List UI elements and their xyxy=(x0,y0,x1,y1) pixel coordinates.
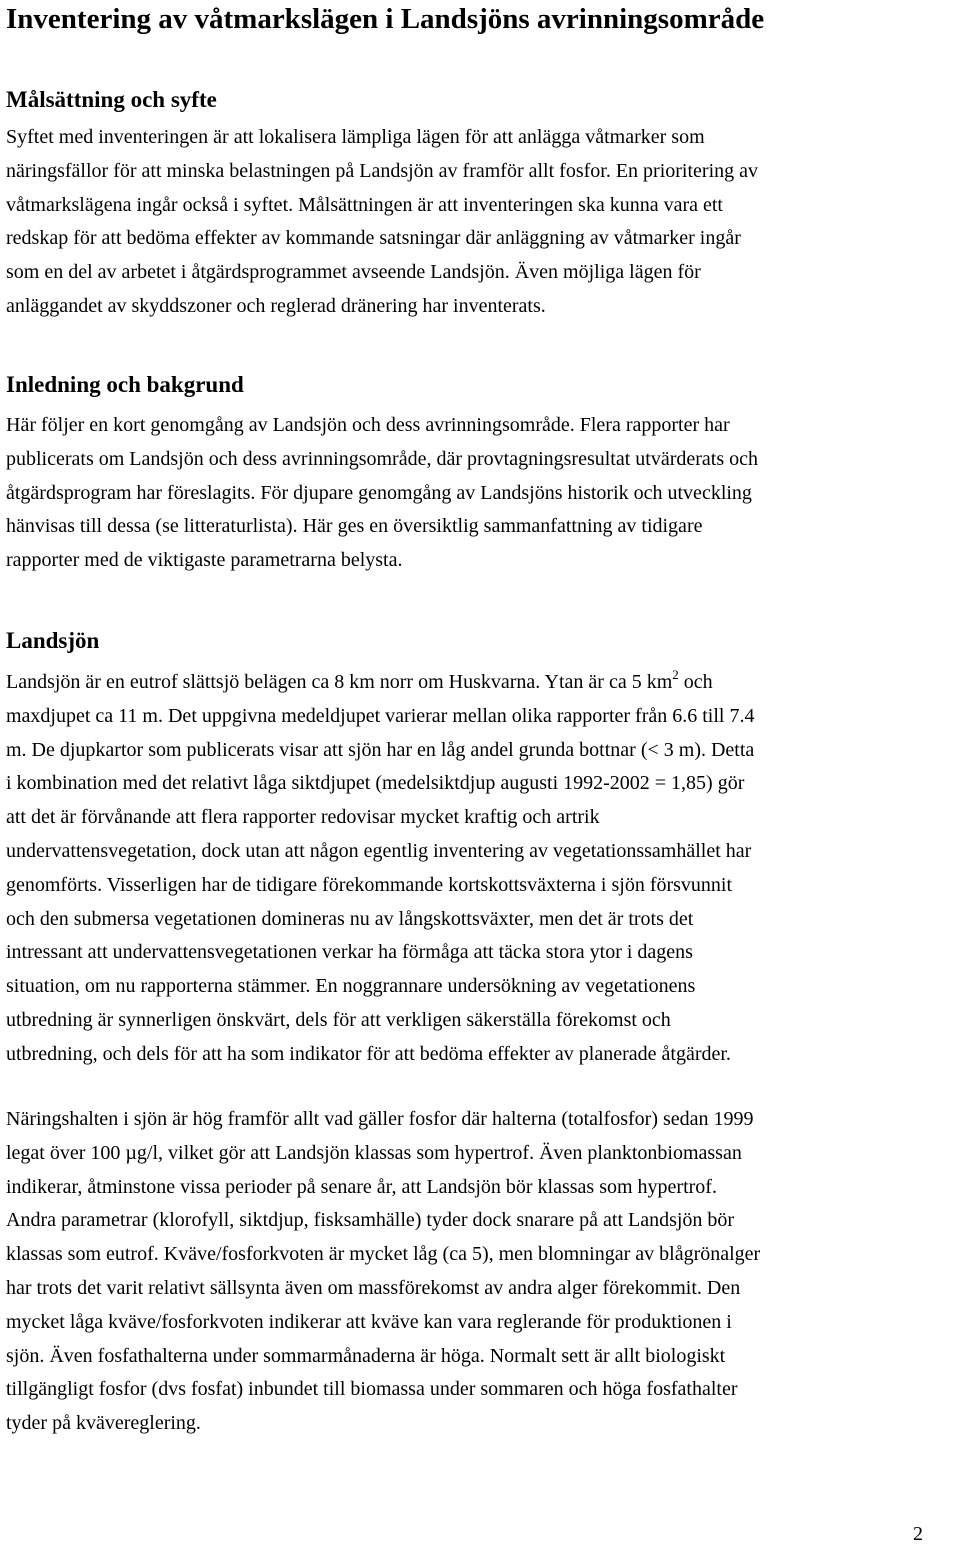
text-line: våtmarkslägena ingår också i syftet. Målsättningen är att inventeringen ska kunna vara ett xyxy=(6,193,723,216)
text-line: som en del av arbetet i åtgärdsprogrammet avseende Landsjön. Även möjliga lägen för xyxy=(6,261,701,284)
text-line: mycket låga kväve/fosforkvoten indikerar att kväve kan vara reglerande för produktionen i xyxy=(6,1310,732,1333)
superscript: 2 xyxy=(672,667,679,682)
text-line: Andra parametrar (klorofyll, siktdjup, fisksamhälle) tyder dock snarare på att Landsjön bör xyxy=(6,1209,735,1232)
text-line: sjön. Även fosfathalterna under sommarmånaderna är höga. Normalt sett är allt biologiskt xyxy=(6,1344,726,1367)
section-heading-malsattning: Målsättning och syfte xyxy=(6,87,217,112)
text-line: utbredning, och dels för att ha som indikator för att bedöma effekter av planerade åtgärder. xyxy=(6,1042,731,1065)
text-line: tyder på kvävereglering. xyxy=(6,1412,201,1435)
text-line: klassas som eutrof. Kväve/fosforkvoten är mycket låg (ca 5), men blomningar av blågrönalger xyxy=(6,1243,761,1266)
text-segment: och xyxy=(678,671,713,693)
text-line: Syftet med inventeringen är att lokalisera lämpliga lägen för att anlägga våtmarker som xyxy=(6,126,705,148)
text-line: intressant att undervattensvegetationen verkar ha förmåga att täcka stora ytor i dagens xyxy=(6,941,693,964)
paragraph-landsjon xyxy=(6,666,958,1072)
text-line: att det är förvånande att flera rapporter redovisar mycket kraftig och artrik xyxy=(6,806,600,829)
text-line: i kombination med det relativt låga siktdjupet (medelsiktdjup augusti 1992-2002 = 1,85) gör xyxy=(6,772,745,795)
paragraph-naringshalten xyxy=(6,1103,958,1441)
text-line: publicerats om Landsjön och dess avrinningsområde, där provtagningsresultat utvärderats och xyxy=(6,447,759,470)
paragraph-malsattning xyxy=(6,121,958,324)
text-line: och den submersa vegetationen domineras nu av långskottsväxter, men det är trots det xyxy=(6,907,694,930)
text-line: legat över 100 µg/l, vilket gör att Landsjön klassas som hypertrof. Även planktonbiomassan xyxy=(6,1141,742,1164)
text-line: tillgängligt fosfor (dvs fosfat) inbundet till biomassa under sommaren och höga fosfathalter xyxy=(6,1378,738,1401)
text-line: åtgärdsprogram har föreslagits. För djupare genomgång av Landsjöns historik och utveckling xyxy=(6,481,752,504)
text-line: indikerar, åtminstone vissa perioder på senare år, att Landsjön bör klassas som hypertrof. xyxy=(6,1175,717,1198)
text-line: anläggandet av skyddszoner och reglerad dränering har inventerats. xyxy=(6,294,546,317)
text-line: rapporter med de viktigaste parametrarna belysta. xyxy=(6,549,403,572)
document-title: Inventering av våtmarkslägen i Landsjöns avrinningsområde xyxy=(6,3,765,35)
text-line xyxy=(6,666,958,700)
text-line: maxdjupet ca 11 m. Det uppgivna medeldjupet varierar mellan olika rapporter från 6.6 till 7.4 xyxy=(6,704,755,727)
text-line: Näringshalten i sjön är hög framför allt vad gäller fosfor där halterna (totalfosfor) sedan 1999 xyxy=(6,1108,754,1130)
text-line: genomförts. Visserligen har de tidigare förekommande kortskottsväxterna i sjön försvunnit xyxy=(6,873,733,896)
text-line: situation, om nu rapporterna stämmer. En noggrannare undersökning av vegetationens xyxy=(6,975,696,998)
text-line: har trots det varit relativt sällsynta även om massförekomst av andra alger förekommit. Den xyxy=(6,1276,741,1299)
page-number: 2 xyxy=(913,1523,923,1545)
text-segment: Landsjön är en eutrof slättsjö belägen ca 8 km norr om Huskvarna. Ytan är ca 5 km xyxy=(6,671,673,693)
text-line: undervattensvegetation, dock utan att någon egentlig inventering av vegetationssamhället har xyxy=(6,839,752,862)
text-line: m. De djupkartor som publicerats visar att sjön har en låg andel grunda bottnar (< 3 m). Detta xyxy=(6,738,755,761)
text-line: utbredning är synnerligen önskvärt, dels för att verkligen säkerställa förekomst och xyxy=(6,1008,671,1031)
paragraph-inledning xyxy=(6,409,958,578)
text-line: Här följer en kort genomgång av Landsjön och dess avrinningsområde. Flera rapporter har xyxy=(6,414,730,436)
text-line: näringsfällor för att minska belastningen på Landsjön av framför allt fosfor. En prioritering av xyxy=(6,159,759,182)
text-line: redskap för att bedöma effekter av kommande satsningar där anläggning av våtmarker ingår xyxy=(6,227,741,250)
section-heading-landsjon: Landsjön xyxy=(6,628,100,653)
text-line: hänvisas till dessa (se litteraturlista). Här ges en översiktlig sammanfattning av tidigare xyxy=(6,515,703,538)
section-heading-inledning: Inledning och bakgrund xyxy=(6,372,244,397)
